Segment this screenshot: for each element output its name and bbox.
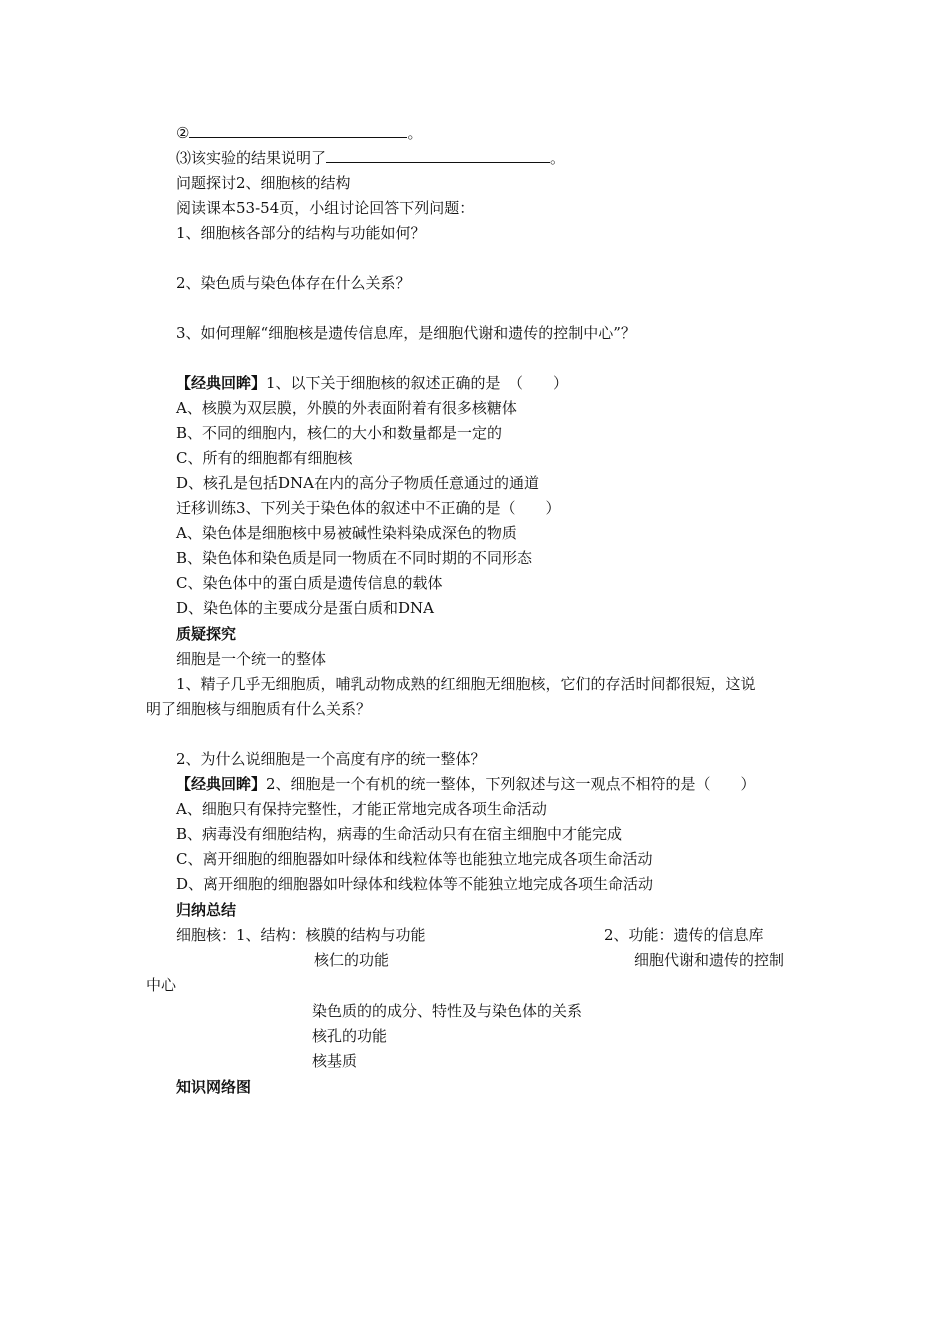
q2-prefix: ② [176, 124, 190, 142]
classic-question: 1、以下关于细胞核的叙述正确的是 （ ） [266, 374, 569, 392]
option-d: D、离开细胞的细胞器如叶绿体和线粒体等不能独立地完成各项生命活动 [176, 875, 654, 893]
option-c: C、染色体中的蛋白质是遗传信息的载体 [176, 574, 443, 592]
classic-review-1 [176, 373, 568, 393]
transfer-training-3: 迁移训练3、下列关于染色体的叙述中不正确的是（ ） [176, 499, 561, 517]
summary-nucleolus: 核仁的功能 [314, 951, 390, 969]
summary-center: 中心 [146, 976, 177, 994]
section-heading-summary: 归纳总结 [176, 901, 237, 919]
option-a: A、染色体是细胞核中易被碱性染料染成深色的物质 [176, 524, 517, 542]
q3-suffix: 。 [550, 149, 566, 167]
classic-tag: 【经典回眸】 [176, 374, 267, 392]
inquiry-question-2: 2、为什么说细胞是一个高度有序的统一整体？ [176, 750, 486, 768]
answer-blank[interactable] [326, 148, 550, 163]
answer-blank[interactable] [189, 123, 407, 138]
summary-nuclear-pore: 核孔的功能 [312, 1027, 388, 1045]
q2-fill-line [176, 123, 422, 143]
summary-control: 细胞代谢和遗传的控制 [634, 951, 785, 969]
inquiry-question-1-cont: 明了细胞核与细胞质有什么关系？ [146, 700, 372, 718]
option-c: C、离开细胞的细胞器如叶绿体和线粒体等也能独立地完成各项生命活动 [176, 850, 653, 868]
subheading-cell-unity: 细胞是一个统一的整体 [176, 650, 327, 668]
option-b: B、病毒没有细胞结构，病毒的生命活动只有在宿主细胞中才能完成 [176, 825, 623, 843]
summary-structure: 细胞核：1、结构：核膜的结构与功能 [176, 926, 426, 944]
question-3: 3、如何理解“细胞核是遗传信息库，是细胞代谢和遗传的控制中心”？ [176, 324, 636, 342]
read-instruction: 阅读课本53-54页，小组讨论回答下列问题： [176, 199, 475, 217]
option-c: C、所有的细胞都有细胞核 [176, 449, 353, 467]
q3-prefix: ⑶该实验的结果说明了 [176, 149, 327, 167]
q3-fill-line [176, 148, 565, 168]
option-b: B、不同的细胞内，核仁的大小和数量都是一定的 [176, 424, 503, 442]
q2-suffix: 。 [407, 124, 423, 142]
summary-nuclear-matrix: 核基质 [312, 1052, 358, 1070]
classic-tag: 【经典回眸】 [176, 775, 267, 793]
inquiry-question-1: 1、精子几乎无细胞质，哺乳动物成熟的红细胞无细胞核，它们的存活时间都很短，这说 [176, 675, 756, 693]
question-2: 2、染色质与染色体存在什么关系？ [176, 274, 411, 292]
option-b: B、染色体和染色质是同一物质在不同时期的不同形态 [176, 549, 533, 567]
topic2-title: 问题探讨2、细胞核的结构 [176, 174, 351, 192]
section-heading-network: 知识网络图 [176, 1078, 252, 1096]
summary-function: 2、功能：遗传的信息库 [604, 926, 764, 944]
option-a: A、细胞只有保持完整性，才能正常地完成各项生命活动 [176, 800, 547, 818]
classic-question: 2、细胞是一个有机的统一整体，下列叙述与这一观点不相符的是（ ） [266, 775, 756, 793]
summary-chromatin: 染色质的的成分、特性及与染色体的关系 [312, 1002, 583, 1020]
question-1: 1、细胞核各部分的结构与功能如何？ [176, 224, 426, 242]
option-d: D、染色体的主要成分是蛋白质和DNA [176, 599, 435, 617]
section-heading-inquiry: 质疑探究 [176, 625, 237, 643]
option-a: A、核膜为双层膜，外膜的外表面附着有很多核糖体 [176, 399, 517, 417]
option-d: D、核孔是包括DNA在内的高分子物质任意通过的通道 [176, 474, 540, 492]
classic-review-2 [176, 774, 756, 794]
